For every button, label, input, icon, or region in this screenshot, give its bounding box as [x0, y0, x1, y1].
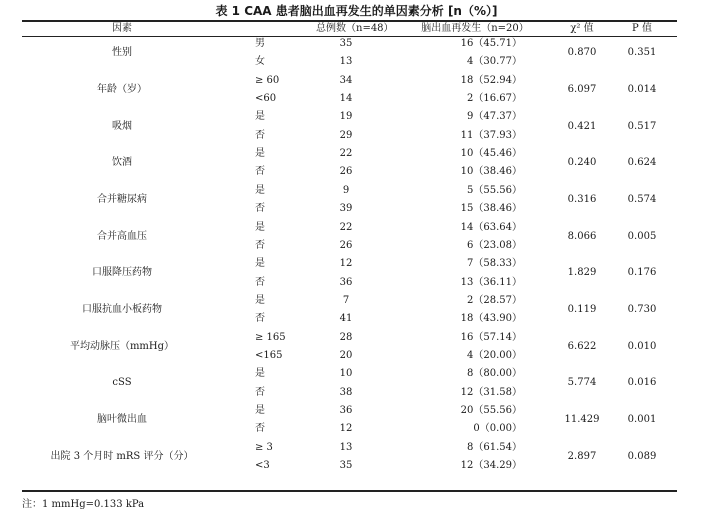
factor-label: 性别	[112, 47, 132, 59]
header-p: P 值	[632, 23, 652, 34]
total-count: 36	[339, 276, 353, 288]
level-label: <60	[255, 93, 277, 105]
total-count: 7	[342, 294, 350, 306]
total-count: 14	[339, 93, 353, 105]
rebleed-count: 4（20.00）	[467, 349, 522, 361]
total-count: 26	[339, 239, 353, 251]
factor-label: 合并糖尿病	[97, 193, 147, 205]
rebleed-count: 12（31.58）	[460, 386, 522, 398]
p-value: 0.005	[627, 230, 657, 242]
chi-square-value: 0.119	[567, 304, 597, 316]
level-label: 是	[255, 111, 265, 123]
p-value: 0.010	[627, 340, 657, 352]
total-count: 12	[339, 258, 353, 270]
level-label: ≥ 165	[255, 331, 286, 343]
rebleed-count: 18（43.90）	[460, 313, 522, 325]
level-label: 否	[255, 313, 265, 325]
level-label: 是	[255, 368, 265, 380]
level-label: 否	[255, 423, 265, 435]
total-count: 9	[342, 184, 350, 196]
total-count: 26	[339, 166, 353, 178]
factor-label: 出院 3 个月时 mRS 评分（分）	[50, 450, 194, 462]
rebleed-count: 16（57.14）	[460, 331, 522, 343]
total-count: 36	[339, 405, 353, 416]
level-label: ≥ 60	[255, 74, 280, 86]
level-label: 是	[255, 221, 265, 233]
header-rebleed: 脑出血再发生（n=20）	[421, 23, 529, 34]
chi-square-value: 0.421	[567, 120, 597, 132]
p-value: 0.001	[627, 414, 657, 426]
factor-label: 年龄（岁）	[97, 83, 147, 95]
total-count: 38	[339, 386, 353, 398]
chi-square-value: 0.870	[567, 47, 597, 59]
total-count: 39	[339, 203, 353, 215]
header-factor: 因素	[112, 23, 132, 34]
level-label: 否	[255, 276, 265, 288]
factor-label: 合并高血压	[97, 230, 147, 242]
header-total: 总例数（n=48）	[316, 23, 394, 34]
level-label: 是	[255, 184, 265, 196]
rebleed-count: 11（37.93）	[460, 129, 522, 141]
chi-square-value: 0.316	[567, 193, 597, 205]
level-label: 否	[255, 129, 265, 141]
level-label: 是	[255, 405, 265, 416]
rebleed-count: 7（58.33）	[467, 258, 522, 270]
table-note: 注：1 mmHg=0.133 kPa	[22, 499, 145, 510]
p-value: 0.351	[627, 47, 657, 59]
chi-square-value: 0.240	[567, 157, 597, 169]
total-count: 10	[339, 368, 353, 380]
total-count: 20	[339, 349, 353, 361]
bottom-rule	[22, 490, 677, 492]
factor-label: cSS	[112, 377, 132, 389]
rebleed-count: 2（16.67）	[467, 93, 522, 105]
level-label: 男	[255, 38, 265, 49]
total-count: 34	[339, 74, 353, 86]
table-title: 表 1 CAA 患者脑出血再发生的单因素分析 [n（%）]	[215, 4, 498, 18]
factor-label: 平均动脉压（mmHg）	[69, 340, 175, 352]
factor-label: 脑叶微出血	[97, 414, 147, 426]
rebleed-count: 4（30.77）	[467, 56, 522, 68]
factor-label: 吸烟	[112, 120, 132, 132]
level-label: 否	[255, 203, 265, 215]
level-label: 否	[255, 386, 265, 398]
rebleed-count: 10（38.46）	[460, 166, 522, 178]
rebleed-count: 9（47.37）	[467, 111, 522, 123]
chi-square-value: 5.774	[567, 377, 597, 389]
total-count: 13	[339, 441, 353, 453]
chi-square-value: 6.622	[567, 340, 597, 352]
level-label: 是	[255, 294, 265, 306]
p-value: 0.176	[627, 267, 657, 279]
p-value: 0.016	[627, 377, 657, 389]
level-label: 是	[255, 148, 265, 160]
rebleed-count: 0（0.00）	[473, 423, 522, 435]
level-label: 否	[255, 239, 265, 251]
rebleed-count: 2（28.57）	[467, 294, 522, 306]
rebleed-count: 13（36.11）	[460, 276, 522, 288]
p-value: 0.624	[627, 157, 657, 169]
factor-label: 饮酒	[112, 157, 132, 169]
rebleed-count: 12（34.29）	[460, 460, 522, 472]
top-rule	[22, 20, 677, 22]
total-count: 28	[339, 331, 353, 343]
p-value: 0.517	[627, 120, 657, 132]
level-label: 女	[255, 56, 265, 68]
level-label: ≥ 3	[255, 441, 273, 453]
rebleed-count: 8（80.00）	[467, 368, 522, 380]
level-label: 否	[255, 166, 265, 178]
level-label: <3	[255, 460, 270, 472]
level-label: <165	[255, 349, 283, 361]
rebleed-count: 14（63.64）	[460, 221, 522, 233]
rebleed-count: 8（61.54）	[467, 441, 522, 453]
total-count: 12	[339, 423, 353, 435]
factor-label: 口服抗血小板药物	[82, 304, 162, 316]
rebleed-count: 18（52.94）	[460, 74, 522, 86]
factor-label: 口服降压药物	[92, 267, 152, 279]
rebleed-count: 15（38.46）	[460, 203, 522, 215]
chi-square-value: 6.097	[567, 83, 597, 95]
total-count: 41	[339, 313, 353, 325]
p-value: 0.574	[627, 193, 657, 205]
chi-square-value: 1.829	[567, 267, 597, 279]
total-count: 22	[339, 221, 353, 233]
p-value: 0.014	[627, 83, 657, 95]
total-count: 13	[339, 56, 353, 68]
total-count: 29	[339, 129, 353, 141]
chi-square-value: 11.429	[564, 414, 600, 426]
total-count: 22	[339, 148, 353, 160]
chi-square-value: 8.066	[567, 230, 597, 242]
header-chi: χ² 值	[570, 23, 594, 34]
p-value: 0.730	[627, 304, 657, 316]
total-count: 19	[339, 111, 353, 123]
chi-square-value: 2.897	[567, 450, 597, 462]
level-label: 是	[255, 258, 265, 270]
total-count: 35	[339, 460, 353, 472]
rebleed-count: 6（23.08）	[467, 239, 522, 251]
p-value: 0.089	[627, 450, 657, 462]
rebleed-count: 16（45.71）	[460, 38, 522, 49]
header-rule	[22, 36, 677, 37]
total-count: 35	[339, 38, 353, 49]
rebleed-count: 10（45.46）	[460, 148, 522, 160]
rebleed-count: 20（55.56）	[460, 405, 522, 416]
rebleed-count: 5（55.56）	[467, 184, 522, 196]
